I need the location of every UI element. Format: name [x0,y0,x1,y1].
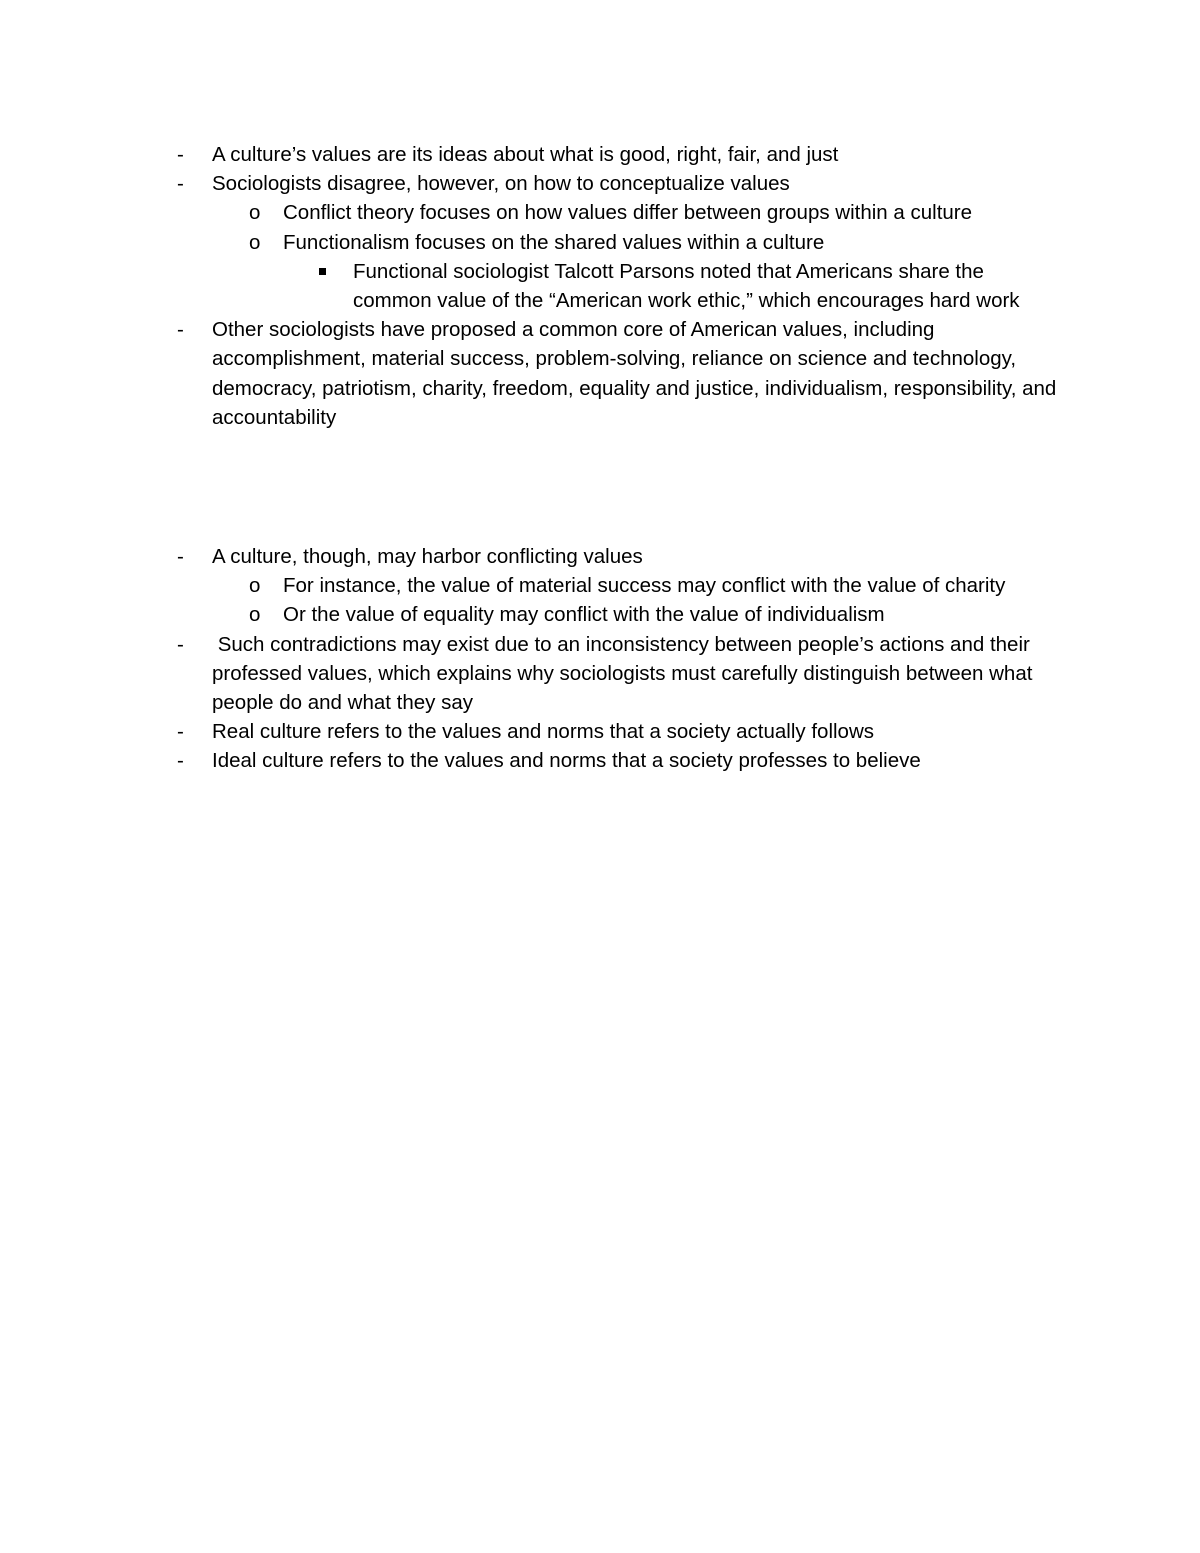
list-item-text: Such contradictions may exist due to an inconsistency between people’s actions and their professed values, which explains why sociologists must carefully distinguish between what people do and what they say [212,632,1039,715]
square-bullet-icon [319,268,326,275]
circle-bullet-icon: o [249,230,261,254]
list-item [177,315,1062,432]
sub-list-item [249,600,1063,629]
sub-list-item [249,228,1063,257]
list-item-text: A culture’s values are its ideas about what is good, right, fair, and just [212,143,839,166]
list-item [177,746,1062,775]
list-item-text: Real culture refers to the values and norms that a society actually follows [212,720,875,744]
sub-list-item-text: Conflict theory focuses on how values differ between groups within a culture [283,201,973,225]
dash-bullet-icon: - [177,318,184,342]
list-item [177,542,1062,571]
notes-section-2 [0,542,1200,776]
sub-list-item [249,198,1063,227]
sub-list-item-text: Functionalism focuses on the shared values within a culture [283,230,825,254]
sub-sub-list-item [353,257,1033,315]
dash-bullet-icon: - [177,749,184,773]
list-item-text: A culture, though, may harbor conflicting values [212,545,643,568]
list-item-text: Ideal culture refers to the values and norms that a society professes to believe [212,749,921,773]
sub-list-item [249,571,1063,600]
dash-bullet-icon: - [177,545,184,568]
sub-sub-list-item-text: Functional sociologist Talcott Parsons noted that Americans share the common value of the “American work ethic,” which encourages hard work [353,259,1020,313]
list-item [177,630,1062,718]
dash-bullet-icon: - [177,143,184,166]
circle-bullet-icon: o [249,603,261,627]
list-item [177,169,1062,198]
list-item-text: Sociologists disagree, however, on how to conceptualize values [212,172,790,196]
sub-list-item-text: Or the value of equality may conflict with the value of individualism [283,603,885,627]
circle-bullet-icon: o [249,574,261,598]
dash-bullet-icon: - [177,172,184,196]
sub-list-item-text: For instance, the value of material success may conflict with the value of charity [283,574,1006,598]
list-item [177,717,1062,746]
dash-bullet-icon: - [177,720,184,744]
list-item-text: Other sociologists have proposed a common core of American values, including accomplishment, material success, problem-solving, reliance on science and technology, democracy, patriotism, charity, freedom, equality and justice, individualism, responsibility, and accountability [212,318,1057,429]
notes-section-1 [0,140,1200,432]
circle-bullet-icon: o [249,201,261,225]
dash-bullet-icon: - [177,632,184,656]
list-item [177,140,1062,169]
